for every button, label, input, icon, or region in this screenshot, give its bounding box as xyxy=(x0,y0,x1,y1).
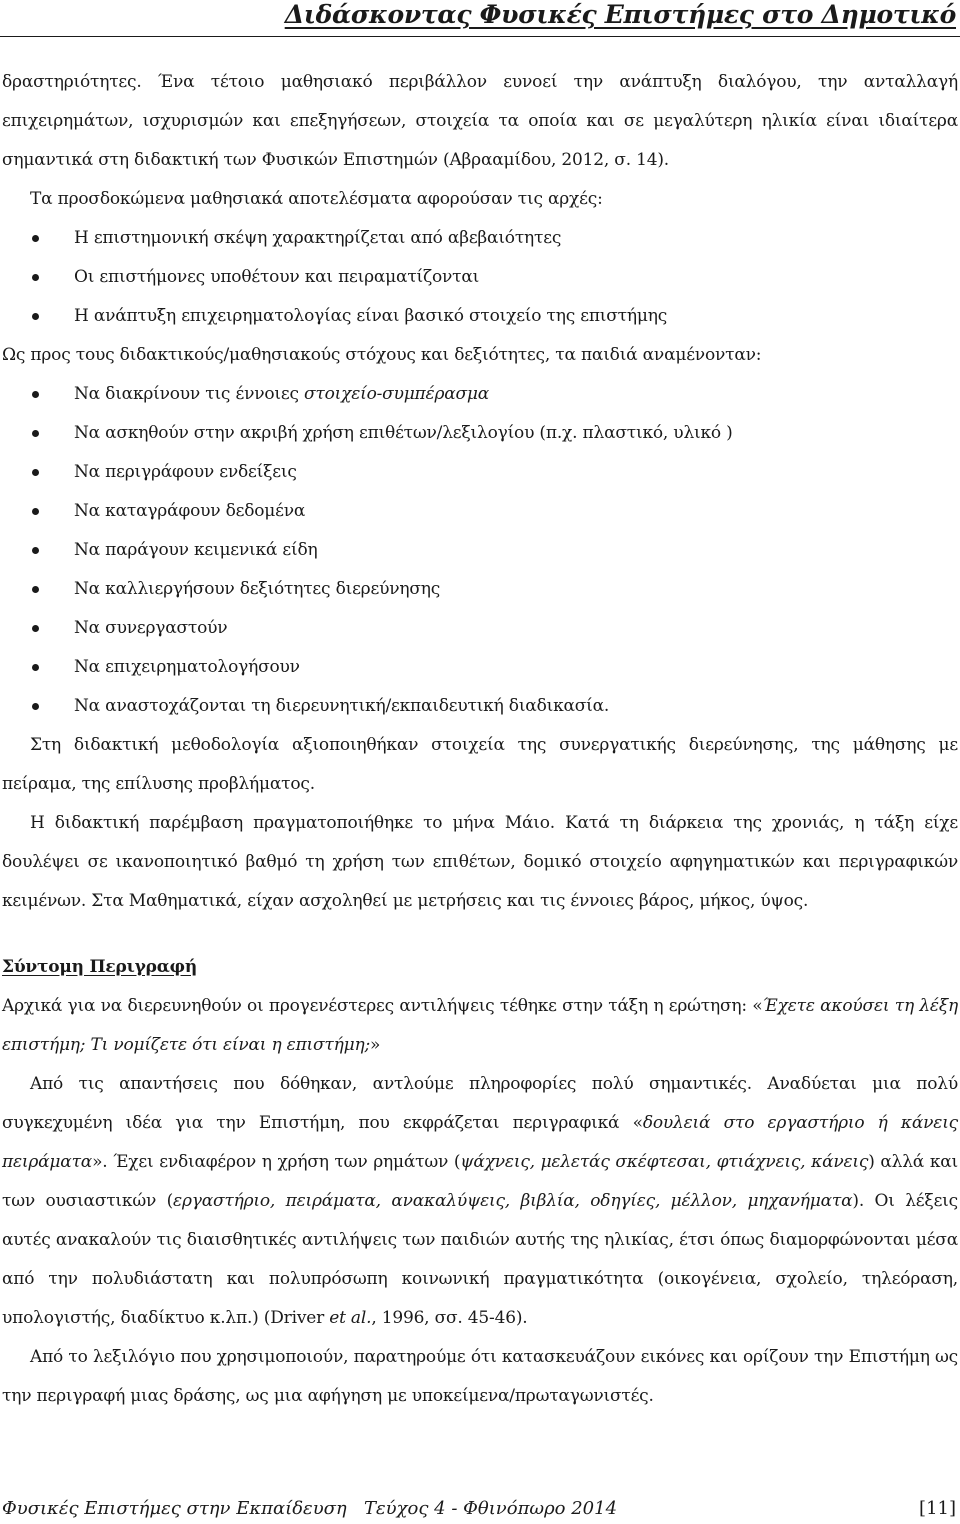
list-item: Οι επιστήμονες υποθέτουν και πειραματίζονται xyxy=(2,258,958,297)
learning-outcomes-intro: Τα προσδοκώμενα μαθησιακά αποτελέσματα αφορούσαν τις αρχές: xyxy=(30,189,603,209)
list-item: Να αναστοχάζονται τη διερευνητική/εκπαιδευτική διαδικασία. xyxy=(2,687,958,726)
section-heading: Σύντομη Περιγραφή xyxy=(2,957,197,977)
issue-info: Τεύχος 4 - Φθινόπωρο 2014 xyxy=(364,1498,618,1519)
list-item: Η ανάπτυξη επιχειρηματολογίας είναι βασικό στοιχείο της επιστήμης xyxy=(2,297,958,336)
list-item: Να περιγράφουν ενδείξεις xyxy=(2,453,958,492)
goals-list xyxy=(2,375,958,726)
goals-intro: Ως προς τους διδακτικούς/μαθησιακούς στόχους και δεξιότητες, τα παιδιά αναμένονταν: xyxy=(2,345,762,365)
methodology-paragraph: Στη διδακτική μεθοδολογία αξιοποιηθήκαν στοιχεία της συνεργατικής διερεύνησης, της μάθησης με πείραμα, της επίλυσης προβλήματος. xyxy=(2,735,958,794)
running-title: Διδάσκοντας Φυσικές Επιστήμες στο Δημοτικό xyxy=(284,0,956,29)
answers-text: Από τις απαντήσεις που δόθηκαν, αντλούμε πληροφορίες πολύ σημαντικές. Αναδύεται μια πολύ συγκεχυμένη ιδέα για την Επιστήμη, που εκφράζεται περιγραφικά « xyxy=(2,1074,958,1133)
list-item: Να συνεργαστούν xyxy=(2,609,958,648)
goal-emphasis: στοιχείο-συμπέρασμα xyxy=(303,384,490,404)
answers-paragraph xyxy=(2,1065,958,1338)
citation-emphasis: et al. xyxy=(329,1308,372,1328)
answers-emphasis: δουλειά στο εργαστήριο ή κάνεις πειράματα xyxy=(2,1113,958,1172)
answers-text: ). Οι λέξεις αυτές ανακαλούν τις διαισθητικές αντιλήψεις των παιδιών αυτής της ηλικίας, έτσι όπως διαμορφώνονται μέσα από την πολυδιάστατη και πολυπρόσωπη κοινωνική πραγματικότητα (οικογένεια, σχολείο, τηλεόραση, υπολογιστής, διαδίκτυο κ.λπ.) (Driver xyxy=(2,1191,958,1328)
principles-list xyxy=(2,219,958,336)
question-emphasis: Έχετε ακούσει τη λέξη επιστήμη; Τι νομίζετε ότι είναι η επιστήμη; xyxy=(2,996,958,1055)
list-item xyxy=(2,375,958,414)
goal-text: Να διακρίνουν τις έννοιες xyxy=(74,384,304,404)
list-item: Η επιστημονική σκέψη χαρακτηρίζεται από αβεβαιότητες xyxy=(2,219,958,258)
page-number: [11] xyxy=(919,1498,956,1519)
question-close: » xyxy=(369,1035,381,1055)
answers-text: , 1996, σσ. 45-46). xyxy=(371,1308,528,1328)
vocabulary-paragraph: Από το λεξιλόγιο που χρησιμοποιούν, παρατηρούμε ότι κατασκευάζουν εικόνες και ορίζουν την Επιστήμη ως την περιγραφή μιας δράσης, ως μια αφήγηση με υποκείμενα/πρωταγωνιστές. xyxy=(2,1347,958,1406)
question-text: Αρχικά για να διερευνηθούν οι προγενέστερες αντιλήψεις τέθηκε στην τάξη η ερώτηση: « xyxy=(2,996,763,1016)
answers-text: ». Έχει ενδιαφέρον η χρήση των ρημάτων ( xyxy=(92,1152,461,1172)
list-item: Να ασκηθούν στην ακριβή χρήση επιθέτων/λεξιλογίου (π.χ. πλαστικό, υλικό ) xyxy=(2,414,958,453)
verbs-emphasis: ψάχνεις, μελετάς σκέφτεσαι, φτιάχνεις, κάνεις xyxy=(460,1152,869,1172)
journal-name: Φυσικές Επιστήμες στην Εκπαίδευση xyxy=(2,1498,347,1519)
list-item: Να παράγουν κειμενικά είδη xyxy=(2,531,958,570)
answers-text: ) αλλά και των ουσιαστικών ( xyxy=(2,1152,958,1211)
question-paragraph xyxy=(2,987,958,1065)
nouns-emphasis: εργαστήριο, πειράματα, ανακαλύψεις, βιβλία, οδηγίες, μέλλον, μηχανήματα xyxy=(173,1191,853,1211)
article-body xyxy=(2,63,958,1416)
page-header xyxy=(0,0,960,37)
intervention-paragraph: Η διδακτική παρέμβαση πραγματοποιήθηκε το μήνα Μάιο. Κατά τη διάρκεια της χρονιάς, η τάξη είχε δουλέψει σε ικανοποιητικό βαθμό τη χρήση των επιθέτων, δομικό στοιχείο αφηγηματικών και περιγραφικών κειμένων. Στα Μαθηματικά, είχαν ασχοληθεί με μετρήσεις και τις έννοιες βάρος, μήκος, ύψος. xyxy=(2,813,958,911)
page-footer xyxy=(2,1494,956,1524)
list-item: Να επιχειρηματολογήσουν xyxy=(2,648,958,687)
list-item: Να καταγράφουν δεδομένα xyxy=(2,492,958,531)
list-item: Να καλλιεργήσουν δεξιότητες διερεύνησης xyxy=(2,570,958,609)
intro-paragraph: δραστηριότητες. Ένα τέτοιο μαθησιακό περιβάλλον ευνοεί την ανάπτυξη διαλόγου, την ανταλλαγή επιχειρημάτων, ισχυρισμών και επεξηγήσεων, στοιχεία τα οποία και σε μεγαλύτερη ηλικία είναι ιδιαίτερα σημαντικά στη διδακτική των Φυσικών Επιστημών (Αβρααμίδου, 2012, σ. 14). xyxy=(2,72,958,170)
